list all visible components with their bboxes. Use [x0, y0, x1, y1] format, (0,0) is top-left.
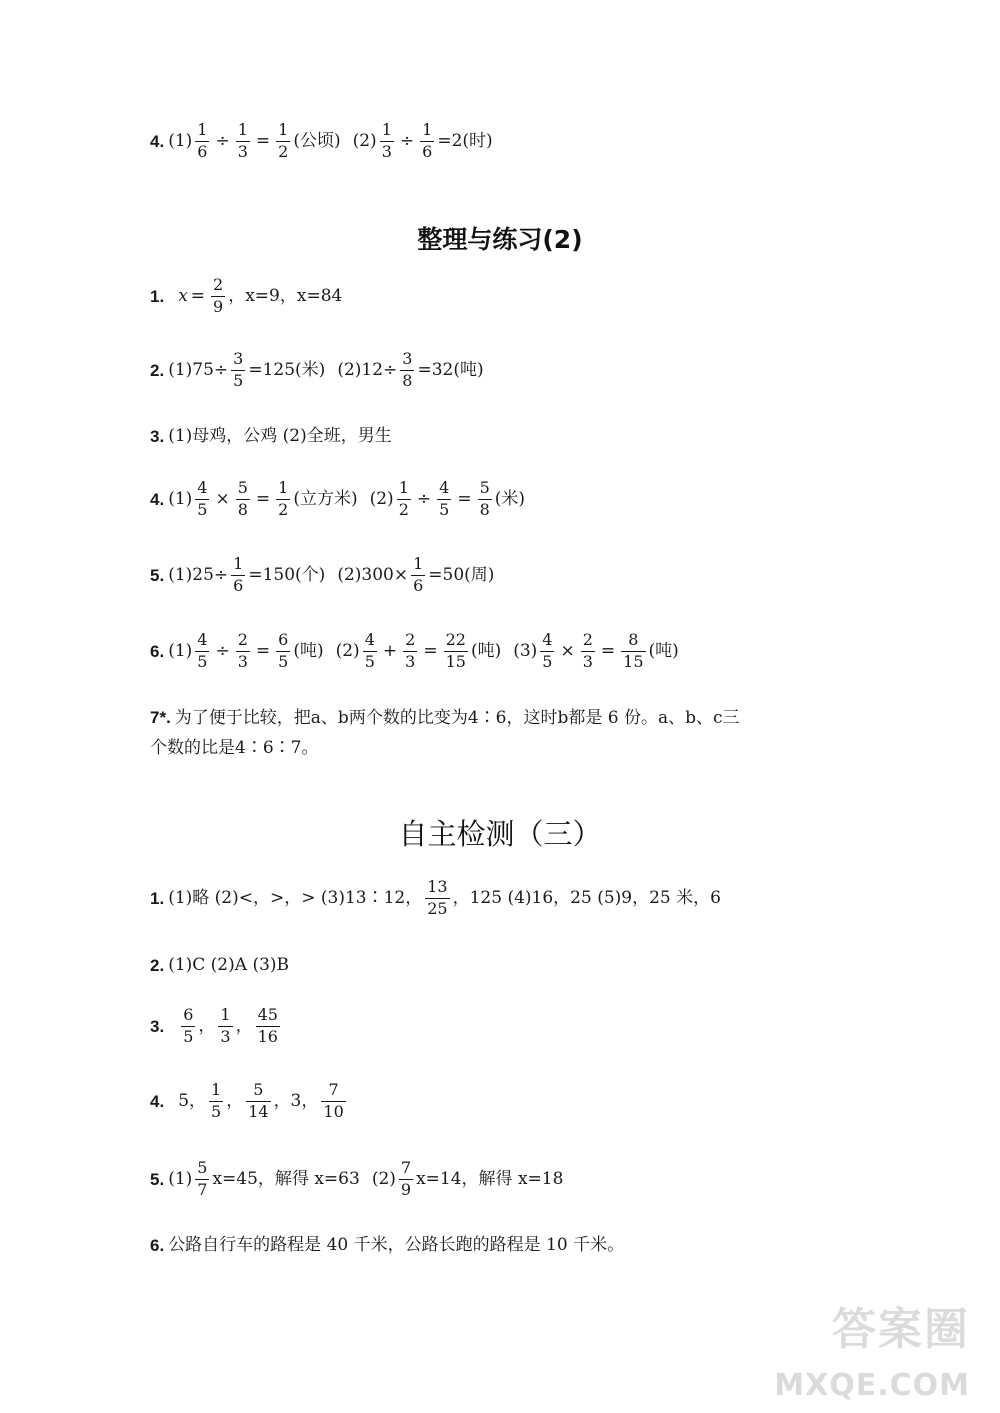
item-number: 7*.	[150, 708, 171, 727]
item-number: 4.	[150, 489, 165, 509]
fraction: $\frac{7}{9}$	[400, 1158, 412, 1199]
fraction: $\frac{4}{5}$	[197, 630, 208, 671]
part-label: (2)	[371, 1168, 396, 1189]
item-number: 2.	[150, 956, 165, 975]
item-number: 5.	[150, 1169, 165, 1189]
part-label: (2)	[335, 640, 360, 661]
answer-text: (1)略 (2)<，>，> (3)13∶12，	[168, 887, 423, 908]
answer-text: ，125 (4)16，25 (5)9，25 米，6	[452, 887, 721, 908]
answer-3	[150, 428, 392, 445]
answer-6	[150, 632, 679, 671]
fraction: $\frac{3}{8}$	[402, 349, 413, 390]
item-number: 3.	[150, 1016, 165, 1036]
fraction: $\frac{45}{16}$	[257, 1005, 278, 1046]
operator: +	[382, 640, 398, 661]
fraction: $\frac{1}{6}$	[197, 120, 208, 161]
result: =2(时)	[437, 130, 493, 151]
operator: ÷	[215, 130, 230, 151]
item-number: 1.	[150, 888, 165, 908]
unit: (米)	[494, 488, 526, 509]
result: =125(米)	[248, 359, 326, 380]
fraction: $\frac{4}{5}$	[439, 478, 450, 519]
section-title: 整理与练习(2)	[417, 225, 583, 254]
answer-4	[150, 480, 525, 519]
answer-2	[150, 351, 484, 390]
separator: ，	[226, 1090, 244, 1111]
fraction: $\frac{5}{8}$	[237, 478, 248, 519]
answer-6	[150, 1237, 624, 1254]
fraction: $\frac{1}{6}$	[422, 120, 433, 161]
fraction: $\frac{5}{8}$	[479, 478, 490, 519]
fraction: $\frac{2}{3}$	[237, 630, 248, 671]
fraction: $\frac{2}{3}$	[405, 630, 416, 671]
fraction: $\frac{6}{5}$	[183, 1005, 194, 1046]
answer-text: (1)母鸡，公鸡 (2)全班，男生	[168, 426, 392, 446]
answer-4	[150, 1082, 349, 1121]
fraction: $\frac{1}{2}$	[278, 478, 289, 519]
part-label: (1)	[168, 640, 193, 661]
unit: (立方米)	[293, 488, 358, 509]
separator: ，	[198, 1015, 216, 1036]
result: =50(周)	[428, 564, 495, 585]
part-label: (3)	[513, 640, 538, 661]
part-label: (1)	[168, 130, 193, 151]
item-number: 5.	[150, 565, 165, 585]
fraction: $\frac{4}{5}$	[364, 630, 375, 671]
part-label: (1)	[168, 1168, 193, 1189]
watermark-text: 答案圈	[832, 1304, 970, 1355]
answer-text: 5，	[178, 1090, 207, 1111]
operator: =	[255, 488, 271, 509]
expression: (1)75÷	[168, 359, 229, 380]
answer-1	[150, 277, 342, 316]
expression: (2)12÷	[337, 359, 398, 380]
answer-7	[150, 703, 850, 763]
fraction: $\frac{2}{9}$	[213, 275, 224, 316]
answer-3	[150, 1007, 283, 1046]
result: =32(吨)	[417, 359, 484, 380]
operator: ÷	[399, 130, 415, 151]
operator: =	[600, 640, 616, 661]
fraction: $\frac{22}{15}$	[445, 630, 466, 671]
unit: (吨)	[470, 640, 502, 661]
answer-text: x=45，解得 x=63	[212, 1168, 360, 1189]
item-number: 6.	[150, 641, 165, 661]
answer-5	[150, 1160, 563, 1199]
item-number: 3.	[150, 427, 165, 446]
fraction: $\frac{1}{5}$	[211, 1080, 222, 1121]
answer-text: (1)C (2)A (3)B	[168, 955, 290, 975]
watermark-url: MXQE.COM	[774, 1368, 970, 1403]
answer-text: 公路自行车的路程是 40 千米，公路长跑的路程是 10 千米。	[168, 1235, 625, 1255]
answer-text: ，x=9，x=84	[228, 285, 343, 306]
answer-2	[150, 957, 289, 974]
fraction: $\frac{1}{3}$	[220, 1005, 231, 1046]
fraction: $\frac{5}{14}$	[248, 1080, 269, 1121]
operator: =	[423, 640, 438, 661]
fraction: $\frac{4}{5}$	[197, 478, 208, 519]
operator: =	[457, 488, 472, 509]
fraction: $\frac{1}{2}$	[398, 478, 409, 519]
variable: x	[178, 285, 188, 306]
answer-text: x=14，解得 x=18	[416, 1168, 564, 1189]
fraction: $\frac{7}{10}$	[323, 1080, 344, 1121]
operator: ×	[560, 640, 575, 661]
operator: ÷	[416, 488, 432, 509]
fraction: $\frac{1}{3}$	[381, 120, 392, 161]
operator: ÷	[215, 640, 230, 661]
part-label: (1)	[168, 488, 193, 509]
part-label: (2)	[352, 130, 377, 151]
fraction: $\frac{1}{6}$	[233, 554, 244, 595]
item-number: 4.	[150, 1091, 165, 1111]
item-number: 1.	[150, 286, 165, 306]
expression: (2)300×	[337, 564, 409, 585]
item-number: 6.	[150, 1236, 165, 1255]
unit: (公顷)	[293, 130, 341, 151]
operator: =	[190, 285, 206, 306]
answer-text: 为了便于比较，把a、b两个数的比变为4∶6，这时b都是 6 份。a、b、c三	[174, 708, 740, 728]
fraction: $\frac{3}{5}$	[233, 349, 244, 390]
fraction: $\frac{6}{5}$	[278, 630, 289, 671]
fraction: $\frac{13}{25}$	[427, 877, 448, 918]
result: =150(个)	[248, 564, 326, 585]
operator: =	[255, 640, 271, 661]
watermark-logo	[740, 1293, 980, 1403]
unit: (吨)	[648, 640, 679, 661]
fraction: $\frac{1}{2}$	[278, 120, 289, 161]
answer-text: ，3，	[273, 1090, 319, 1111]
part-label: (2)	[369, 488, 394, 509]
answer-7-line-1	[150, 703, 850, 733]
fraction: $\frac{2}{3}$	[582, 630, 593, 671]
fraction: $\frac{4}{5}$	[542, 630, 553, 671]
answer-4-top	[150, 122, 493, 161]
operator: =	[255, 130, 271, 151]
unit: (吨)	[293, 640, 324, 661]
answer-1	[150, 879, 721, 918]
item-number: 4.	[150, 131, 165, 151]
answer-5	[150, 556, 494, 595]
fraction: $\frac{1}{6}$	[413, 554, 424, 595]
fraction: $\frac{1}{3}$	[237, 120, 248, 161]
separator: ，	[235, 1015, 253, 1036]
fraction: $\frac{8}{15}$	[623, 630, 644, 671]
operator: ×	[215, 488, 230, 509]
expression: (1)25÷	[168, 564, 229, 585]
answer-7-line-2: 个数的比是4∶6∶7。	[150, 738, 319, 758]
fraction: $\frac{5}{7}$	[197, 1158, 208, 1199]
item-number: 2.	[150, 360, 165, 380]
section-title: 自主检测（三）	[398, 817, 602, 851]
